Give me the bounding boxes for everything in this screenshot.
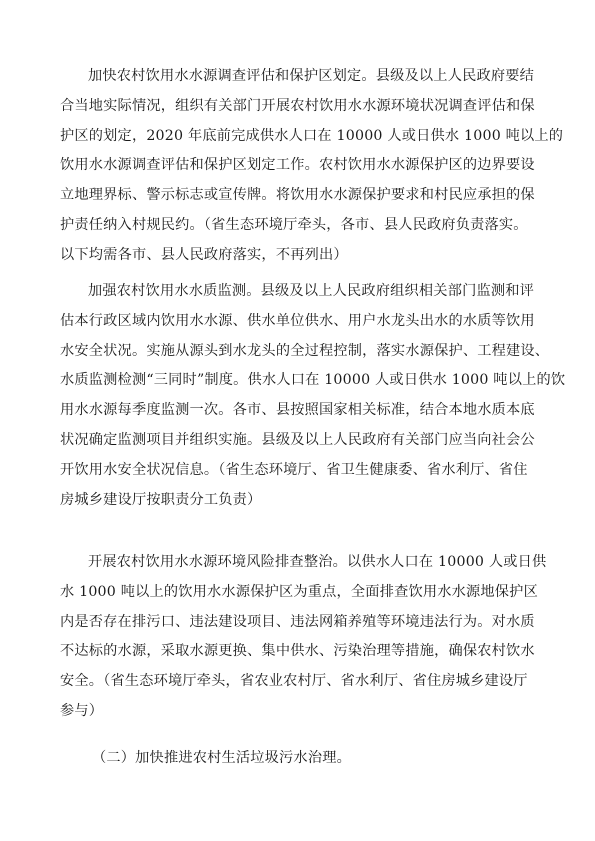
heading-text: （二）加快推进农村生活垃圾污水治理。 [92, 750, 351, 766]
text-line: 护责任纳入村规民约。（省生态环境厅牵头，各市、县人民政府负责落实。 [60, 216, 528, 233]
text-line: 参与） [60, 702, 104, 719]
text-line: 水 1000 吨以上的饮用水水源保护区为重点，全面排查饮用水水源地保护区 [60, 583, 538, 600]
text-line: 水质监测检测“三同时”制度。供水人口在 10000 人或日供水 1000 吨以上的饮 [60, 372, 566, 389]
text-line: 立地理界标、警示标志或宣传牌。将饮用水水源保护要求和村民应承担的保 [60, 187, 535, 204]
text-line: 安全。（省生态环境厅牵头，省农业农村厅、省水利厅、省住房城乡建设厅 [60, 673, 528, 690]
text-line: 以下均需各市、县人民政府落实，不再列出） [60, 246, 348, 263]
text-line: 加强农村饮用水水质监测。县级及以上人民政府组织相关部门监测和评 [88, 283, 535, 299]
text-line: 加快农村饮用水水源调查评估和保护区划定。县级及以上人民政府要结 [88, 68, 535, 84]
text-line: 合当地实际情况，组织有关部门开展农村饮用水水源环境状况调查评估和保 [60, 97, 535, 114]
text-line: 房城乡建设厅按职责分工负责） [60, 491, 262, 508]
section-heading [92, 744, 522, 774]
paragraph-risk-inspection [60, 548, 547, 727]
text-line: 估本行政区域内饮用水水源、供水单位供水、用户水龙头出水的水质等饮用 [60, 312, 535, 329]
text-line: 水安全状况。实施从源头到水龙头的全过程控制，落实水源保护、工程建设、 [60, 342, 550, 359]
paragraph-water-source-survey [60, 62, 564, 271]
text-line: 不达标的水源，采取水源更换、集中供水、污染治理等措施，确保农村饮水 [60, 643, 535, 660]
text-line: 状况确定监测项目并组织实施。县级及以上人民政府有关部门应当向社会公 [60, 431, 535, 448]
text-line: 内是否存在排污口、违法建设项目、违法网箱养殖等环境违法行为。对水质 [60, 613, 535, 630]
text-line: 饮用水水源调查评估和保护区划定工作。农村饮用水水源保护区的边界要设 [60, 157, 535, 174]
text-line: 开展农村饮用水水源环境风险排查整治。以供水人口在 10000 人或日供 [88, 554, 547, 570]
text-line: 开饮用水安全状况信息。（省生态环境厅、省卫生健康委、省水利厅、省住 [60, 461, 528, 478]
text-line: 护区的划定，2020 年底前完成供水人口在 10000 人或日供水 1000 吨以上的 [60, 127, 564, 144]
paragraph-water-quality-monitoring [60, 277, 566, 515]
text-line: 用水水源每季度监测一次。各市、县按照国家相关标准，结合本地水质本底 [60, 402, 535, 419]
